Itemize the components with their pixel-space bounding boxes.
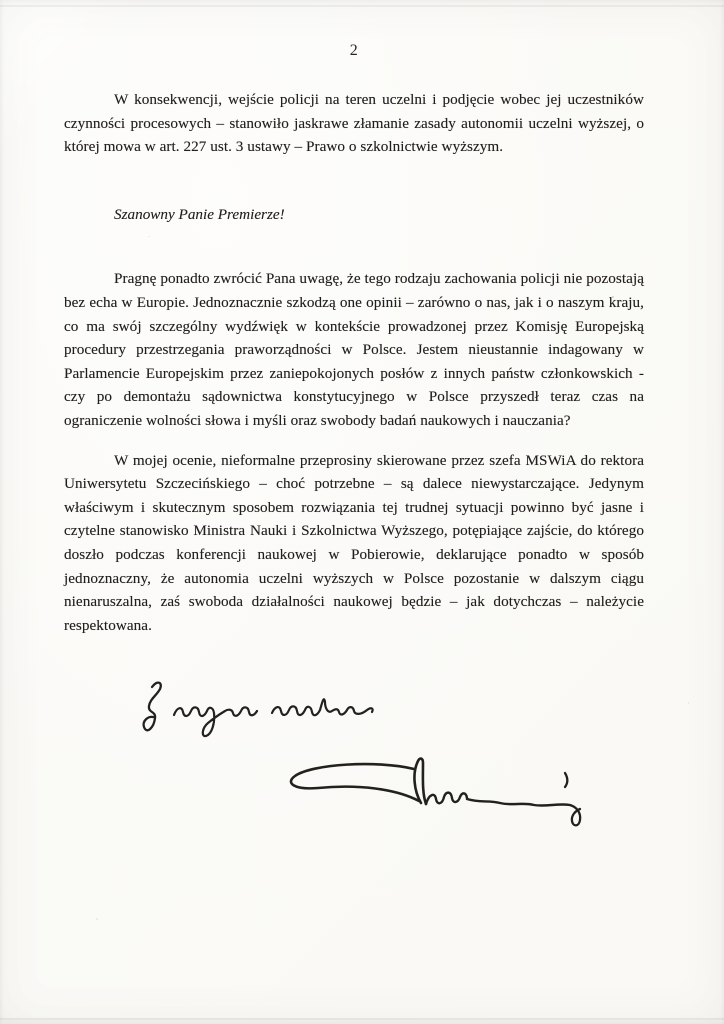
signature-tall-stroke xyxy=(414,759,426,804)
handwritten-closing-strokes xyxy=(134,677,386,739)
signature xyxy=(284,739,604,839)
scan-dust-speck xyxy=(688,702,689,704)
handwriting-stroke-szacunku xyxy=(272,700,373,716)
page-number: 2 xyxy=(349,42,359,59)
scan-dust-speck xyxy=(148,236,150,237)
scan-edge-top xyxy=(0,5,724,7)
scan-edge-bottom xyxy=(0,1018,724,1020)
signature-accent-tick xyxy=(565,773,567,787)
paragraph-assessment: W mojej ocenie, nieformalne przeprosiny skierowane przez szefa MSWiA do rektora Uniwersytetu Szczecińskiego – choć potrzebne – są dalece niewystarczające. Jedynym właściwym i skutecznym sposobem rozwiązania tej trudnej sytuacji powinno być jasne i czytelne stanowisko Ministra Nauki i Szkolnictwa Wyższego, potępiające zajście, do którego doszło podczas konferencji naukowej w Pobierowie, deklarujące ponadto w sposób jednoznaczny, że autonomia uczelni wyższych w Polsce pozostanie w dalszym ciągu nienaruszalna, zaś swoboda działalności naukowej będzie – jak dotychczas – należycie respektowana. xyxy=(64,451,644,634)
scan-dust-speck xyxy=(612,296,614,298)
signature-strokes xyxy=(284,739,604,839)
scan-dust-speck xyxy=(96,918,98,920)
paragraph-consequence: W konsekwencji, wejście policji na teren uczelni i podjęcie wobec jej uczestników czynności procesowych – stanowiło jaskrawe złamanie zasady autonomii uczelni wyższej, o której mowa w art. 227 ust. 3 ustawy – Prawo o szkolnictwie wyższym. xyxy=(64,91,644,156)
signature-humps-stroke xyxy=(426,793,467,804)
salutation: Szanowny Panie Premierze! xyxy=(114,205,285,223)
handwritten-closing xyxy=(134,677,386,739)
paragraph-europe-reaction: Pragnę ponadto zwrócić Pana uwagę, że tego rodzaju zachowania policji nie pozostają bez echa w Europie. Jednoznacznie szkodzą one opinii – zarówno o nas, jak i o naszym kraju, co ma swój szczególny wydźwięk w kontekście prowadzonej przez Komisję Europejską procedury przestrzegania praworządności w Polsce. Jestem nieustannie indagowany w Parlamencie Europejskim przez zaniepokojonych posłów z innych państw członkowskich - czy po demontażu sądownictwa konstytucyjnego w Polsce przyszedł teraz czas na ograniczenie wolności słowa i myśli oraz swobody badań naukowych i nauczania? xyxy=(64,270,644,429)
handwriting-stroke-wyrazami xyxy=(174,708,257,737)
signature-descender-stroke xyxy=(570,805,580,825)
signature-tail-stroke xyxy=(467,799,570,806)
handwriting-stroke-z xyxy=(144,683,161,731)
signature-loop-stroke xyxy=(291,764,419,801)
